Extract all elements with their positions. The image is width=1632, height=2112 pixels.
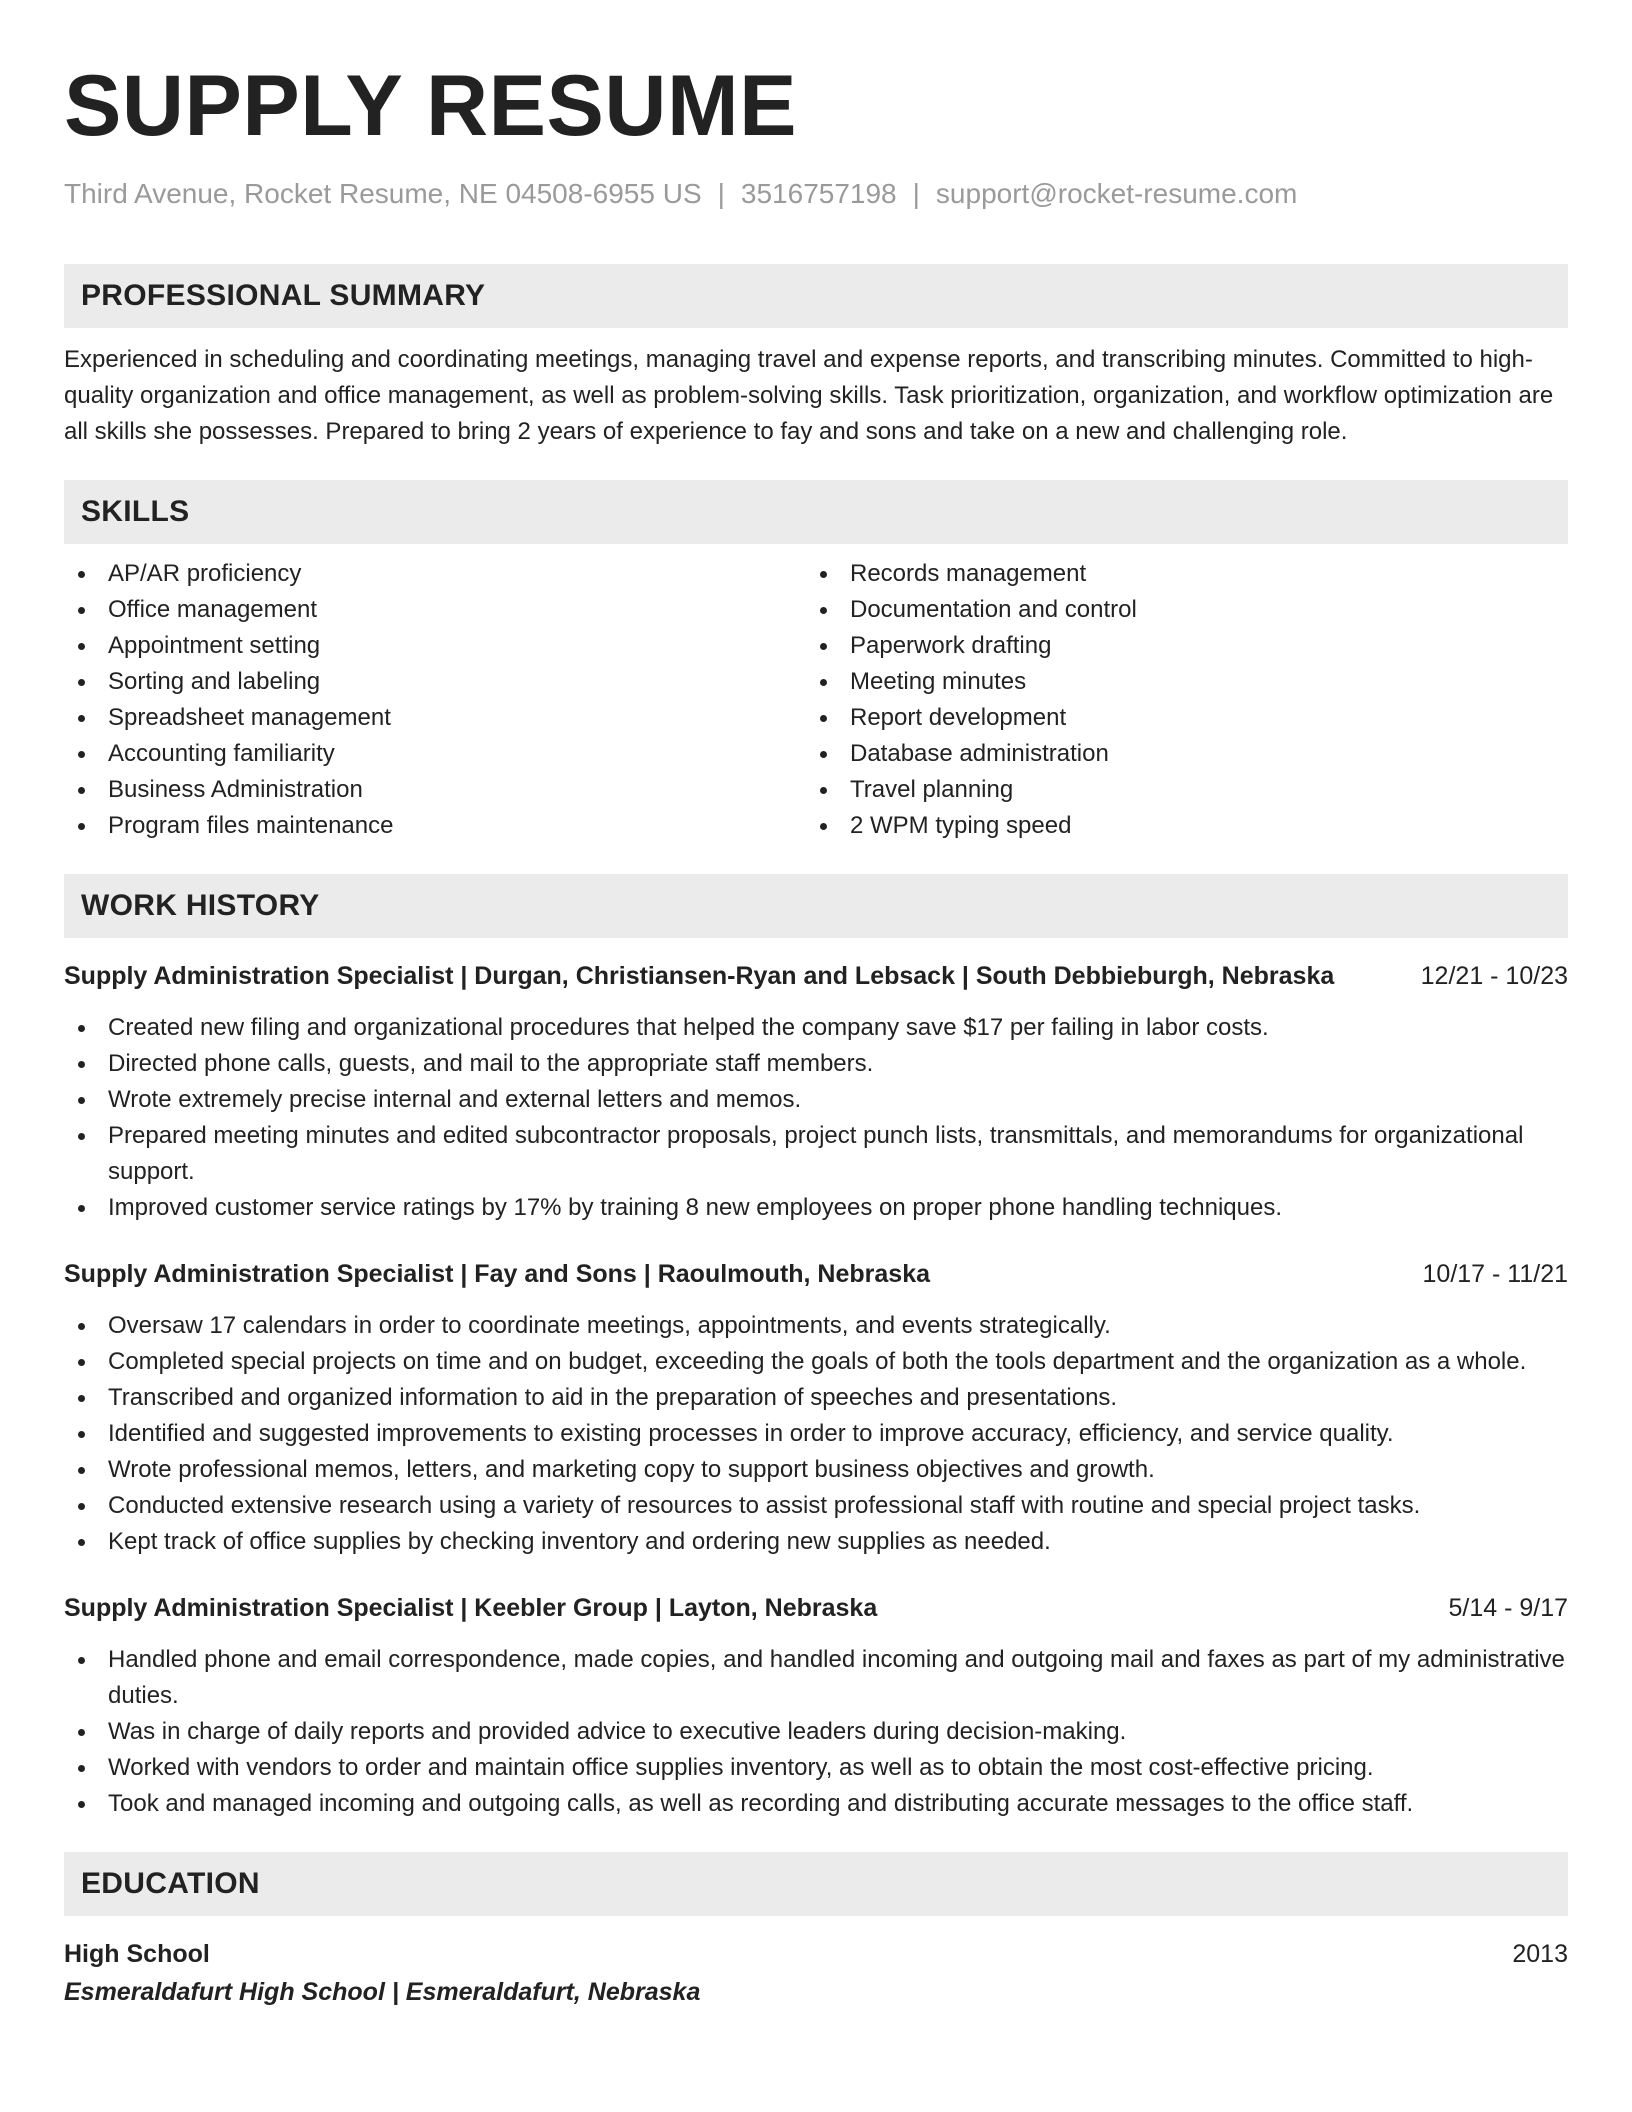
job-bullet-text: Wrote extremely precise internal and external letters and memos. [108,1086,802,1113]
job-bullet [64,1344,1568,1380]
bullet-icon [78,1539,85,1546]
job-bullet-text: Kept track of office supplies by checking inventory and ordering new supplies as needed. [108,1528,1051,1555]
skill-item [64,772,806,808]
bullet-icon [78,1359,85,1366]
skill-item [806,736,1548,772]
skill-item [64,736,806,772]
skills-column-left [64,556,806,844]
bullet-icon [78,1323,85,1330]
bullet-icon [78,1467,85,1474]
job-bullet [64,1642,1568,1714]
job-bullet [64,1786,1568,1822]
skill-label: Accounting familiarity [108,740,335,767]
job-bullets [64,1308,1568,1560]
job-bullet-text: Oversaw 17 calendars in order to coordinate meetings, appointments, and events strategically. [108,1312,1111,1339]
skill-label: Appointment setting [108,632,321,659]
contact-separator: | [717,178,725,209]
job-bullet-text: Wrote professional memos, letters, and marketing copy to support business objectives and growth. [108,1456,1155,1483]
job-dates: 12/21 - 10/23 [1420,962,1568,990]
skill-label: AP/AR proficiency [108,560,302,587]
skill-item [64,592,806,628]
skills-grid [64,556,1568,844]
skill-item [64,664,806,700]
job-bullets [64,1010,1568,1226]
bullet-icon [820,607,827,614]
job-bullet [64,1750,1568,1786]
job-bullet [64,1416,1568,1452]
job-bullet [64,1046,1568,1082]
job-bullet-text: Identified and suggested improvements to existing processes in order to improve accuracy, efficiency, and service quality. [108,1420,1394,1447]
job-bullet [64,1010,1568,1046]
skill-item [64,556,806,592]
skill-label: Spreadsheet management [108,704,391,731]
bullet-icon [78,607,85,614]
skill-label: Database administration [850,740,1109,767]
job-bullet [64,1524,1568,1560]
job-header [64,1590,1568,1626]
bullet-icon [78,1765,85,1772]
education-header [64,1936,1568,1972]
job-dates: 5/14 - 9/17 [1448,1594,1568,1622]
contact-phone: 3516757198 [740,178,897,209]
section-header-skills: SKILLS [64,480,1568,544]
bullet-icon [78,643,85,650]
job-entry [64,1256,1568,1560]
education-entry [64,1936,1568,2010]
bullet-icon [78,1657,85,1664]
skill-item [806,808,1548,844]
job-bullet-text: Transcribed and organized information to aid in the preparation of speeches and presentations. [108,1384,1118,1411]
job-title: Supply Administration Specialist | Fay and Sons | Raoulmouth, Nebraska [64,1260,931,1288]
skill-label: Report development [850,704,1067,731]
summary-text: Experienced in scheduling and coordinating meetings, managing travel and expense reports, and transcribing minutes. Committed to high-quality organization and office management, as well as problem-solving skills. Task prioritization, organization, and workflow optimization are all skills she possesses. Prepared to bring 2 years of experience to fay and sons and take on a new and challenging role. [64,346,1554,445]
bullet-icon [78,1503,85,1510]
job-bullet-text: Was in charge of daily reports and provided advice to executive leaders during decision-making. [108,1718,1127,1745]
skill-item [806,628,1548,664]
skill-label: Business Administration [108,776,363,803]
bullet-icon [78,787,85,794]
contact-line [64,176,1568,212]
job-bullet-text: Worked with vendors to order and maintain office supplies inventory, as well as to obtain the most cost-effective pricing. [108,1754,1374,1781]
job-bullet [64,1190,1568,1226]
education-year: 2013 [1512,1940,1568,1968]
bullet-icon [820,751,827,758]
education-degree: High School [64,1940,210,1968]
skill-item [806,556,1548,592]
job-bullet [64,1082,1568,1118]
bullet-icon [78,751,85,758]
skill-item [806,592,1548,628]
skill-item [64,700,806,736]
job-bullet [64,1452,1568,1488]
skill-label: Meeting minutes [850,668,1027,695]
section-header-education: EDUCATION [64,1852,1568,1916]
section-header-professional-summary: PROFESSIONAL SUMMARY [64,264,1568,328]
skill-label: Travel planning [850,776,1014,803]
bullet-icon [820,571,827,578]
bullet-icon [78,823,85,830]
skill-label: Sorting and labeling [108,668,321,695]
resume-title: SUPPLY RESUME [64,58,797,154]
bullet-icon [78,1801,85,1808]
skill-label: Documentation and control [850,596,1137,623]
job-bullet-text: Took and managed incoming and outgoing calls, as well as recording and distributing accurate messages to the office staff. [108,1790,1414,1817]
job-bullet-text: Completed special projects on time and on budget, exceeding the goals of both the tools department and the organization as a whole. [108,1348,1527,1375]
job-header [64,958,1568,994]
contact-email: support@rocket-resume.com [935,178,1298,209]
job-entry [64,958,1568,1226]
job-bullet-text: Improved customer service ratings by 17% by training 8 new employees on proper phone handling techniques. [108,1194,1283,1221]
bullet-icon [78,1133,85,1140]
bullet-icon [820,643,827,650]
bullet-icon [78,1061,85,1068]
job-title: Supply Administration Specialist | Durgan, Christiansen-Ryan and Lebsack | South Debbieburgh, Nebraska [64,962,1335,990]
contact-separator: | [912,178,920,209]
skill-label: 2 WPM typing speed [850,812,1072,839]
skill-item [64,808,806,844]
bullet-icon [78,1097,85,1104]
bullet-icon [820,823,827,830]
bullet-icon [820,787,827,794]
job-bullet [64,1488,1568,1524]
skill-label: Office management [108,596,318,623]
job-bullet-text: Conducted extensive research using a variety of resources to assist professional staff with routine and special project tasks. [108,1492,1421,1519]
job-bullet-text: Created new filing and organizational procedures that helped the company save $17 per failing in labor costs. [108,1014,1269,1041]
skill-item [64,628,806,664]
job-bullet-text: Handled phone and email correspondence, made copies, and handled incoming and outgoing mail and faxes as part of my administrative duties. [108,1646,1565,1709]
skill-item [806,700,1548,736]
job-entry [64,1590,1568,1822]
skills-column-right [806,556,1548,844]
skill-item [806,772,1548,808]
bullet-icon [78,1729,85,1736]
job-bullet [64,1380,1568,1416]
bullet-icon [78,1205,85,1212]
job-bullet [64,1118,1568,1190]
job-dates: 10/17 - 11/21 [1422,1260,1568,1288]
bullet-icon [820,715,827,722]
bullet-icon [78,571,85,578]
education-school: Esmeraldafurt High School | Esmeraldafurt, Nebraska [64,1978,701,2006]
bullet-icon [78,1025,85,1032]
job-bullets [64,1642,1568,1822]
bullet-icon [78,679,85,686]
bullet-icon [78,1431,85,1438]
section-header-work-history: WORK HISTORY [64,874,1568,938]
job-bullet [64,1714,1568,1750]
skill-item [806,664,1548,700]
bullet-icon [78,1395,85,1402]
skill-label: Program files maintenance [108,812,394,839]
contact-address: Third Avenue, Rocket Resume, NE 04508-6955 US [64,178,702,209]
job-bullet-text: Prepared meeting minutes and edited subcontractor proposals, project punch lists, transmittals, and memorandums for organizational support. [108,1122,1524,1185]
job-header [64,1256,1568,1292]
job-bullet [64,1308,1568,1344]
skill-label: Paperwork drafting [850,632,1052,659]
bullet-icon [820,679,827,686]
bullet-icon [78,715,85,722]
job-bullet-text: Directed phone calls, guests, and mail to the appropriate staff members. [108,1050,874,1077]
skill-label: Records management [850,560,1087,587]
job-title: Supply Administration Specialist | Keebler Group | Layton, Nebraska [64,1594,878,1622]
